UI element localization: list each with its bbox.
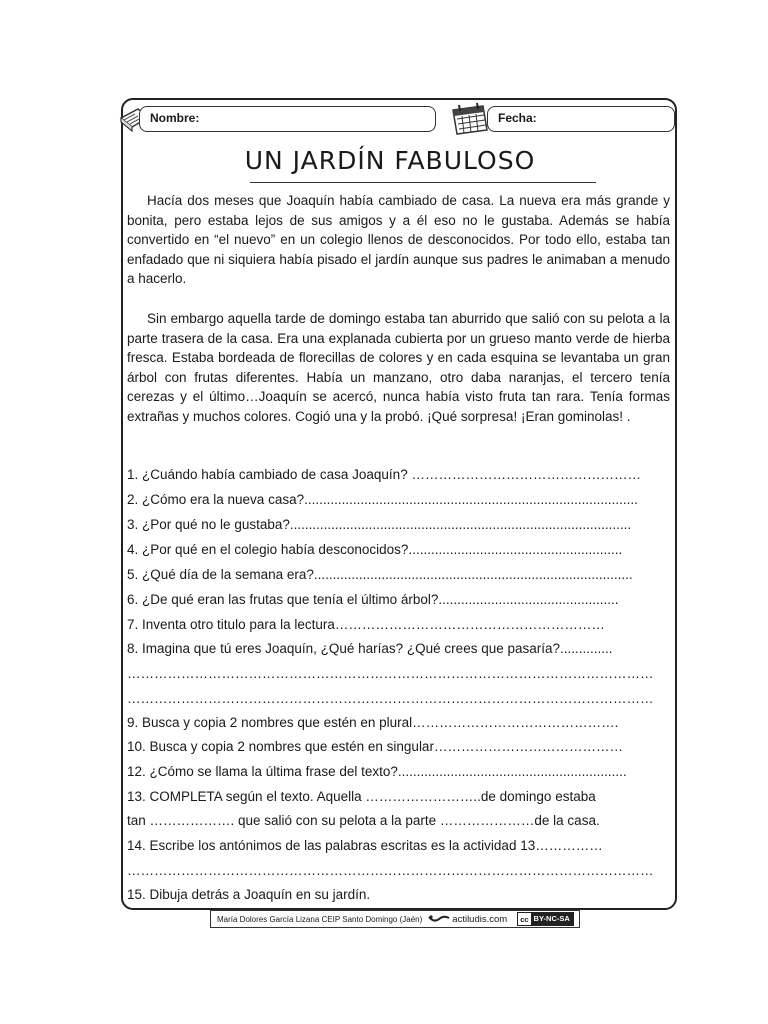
actiludis-logo-icon: [428, 914, 450, 924]
answer-line: ………………………………………………………………………………………………………: [127, 666, 654, 681]
question-6: 6. ¿De qué eran las frutas que tenía el último árbol?................................................: [127, 592, 619, 607]
name-field[interactable]: [139, 106, 436, 132]
question-2: 2. ¿Cómo era la nueva casa?.........................................................................................: [127, 492, 638, 507]
question-7: 7. Inventa otro titulo para la lectura……………………………………………………: [127, 617, 605, 632]
question-12: 12. ¿Cómo se llama la última frase del texto?.............................................................: [127, 764, 627, 779]
question-13-continued: tan ………………. que salió con su pelota a la parte …………………de la casa.: [127, 813, 600, 828]
question-4: 4. ¿Por qué en el colegio había desconocidos?.........................................................: [127, 542, 623, 557]
author-credit: María Dolores García Lizana CEIP Santo Domingo (Jaén): [217, 914, 423, 924]
answer-line: ………………………………………………………………………………………………………: [127, 863, 654, 878]
question-9: 9. Busca y copia 2 nombres que estén en plural……………………………………….: [127, 715, 619, 730]
reading-paragraph-1: Hacía dos meses que Joaquín había cambiado de casa. La nueva era más grande y bonita, pero estaba lejos de sus amigos y a él eso no le gustaba. Además se había convertido en “el nuevo” en un colegio llenos de desconocidos. Por todo ello, estaba tan enfadado que ni siquiera había pisado el jardín aunque sus padres le animaban a menudo a hacerlo.: [127, 193, 670, 287]
calendar-icon: [449, 102, 489, 136]
question-1: 1. ¿Cuándo había cambiado de casa Joaquín? ……………………………………………: [127, 467, 641, 482]
site-name: actiludis.com: [452, 913, 508, 925]
question-3: 3. ¿Por qué no le gustaba?...........................................................................................: [127, 517, 632, 532]
question-15: 15. Dibuja detrás a Joaquín en su jardín.: [127, 887, 371, 902]
question-13: 13. COMPLETA según el texto. Aquella ……………………..de domingo estaba: [127, 789, 596, 804]
question-5: 5. ¿Qué día de la semana era?.....................................................................................: [127, 567, 633, 582]
credits-footer: [210, 910, 580, 928]
date-field[interactable]: [487, 106, 675, 132]
site-credit: [428, 914, 507, 925]
date-label: Fecha:: [498, 111, 537, 125]
question-14: 14. Escribe los antónimos de las palabras escritas es la actividad 13……………: [127, 838, 603, 853]
answer-line: ………………………………………………………………………………………………………: [127, 691, 654, 706]
title-underline: [250, 182, 596, 183]
question-8: 8. Imagina que tú eres Joaquín, ¿Qué harías? ¿Qué crees que pasaría?..............: [127, 641, 613, 656]
cc-mark: cc: [520, 914, 529, 924]
license-label: BY-NC-SA: [531, 913, 573, 925]
worksheet-title: UN JARDÍN FABULOSO: [244, 146, 536, 175]
name-label: Nombre:: [150, 111, 200, 125]
reading-paragraph-2: Sin embargo aquella tarde de domingo estaba tan aburrido que salió con su pelota a la parte trasera de la casa. Era una explanada cubierta por un grueso manto verde de hierba fresca. Estaba bordeada de florecillas de colores y en cada esquina se levantaba un gran árbol con frutas diferentes. Había un manzano, otro daba naranjas, el tercero tenía cerezas y el último…Joaquín se acercó, nunca había visto fruta tan rara. Tenía formas extrañas y muchos colores. Cogió una y la probó. ¡Qué sorpresa! ¡Eran gominolas! .: [127, 311, 670, 424]
question-10: 10. Busca y copia 2 nombres que estén en singular……………………………………: [127, 739, 623, 754]
license-badge: [517, 912, 574, 926]
